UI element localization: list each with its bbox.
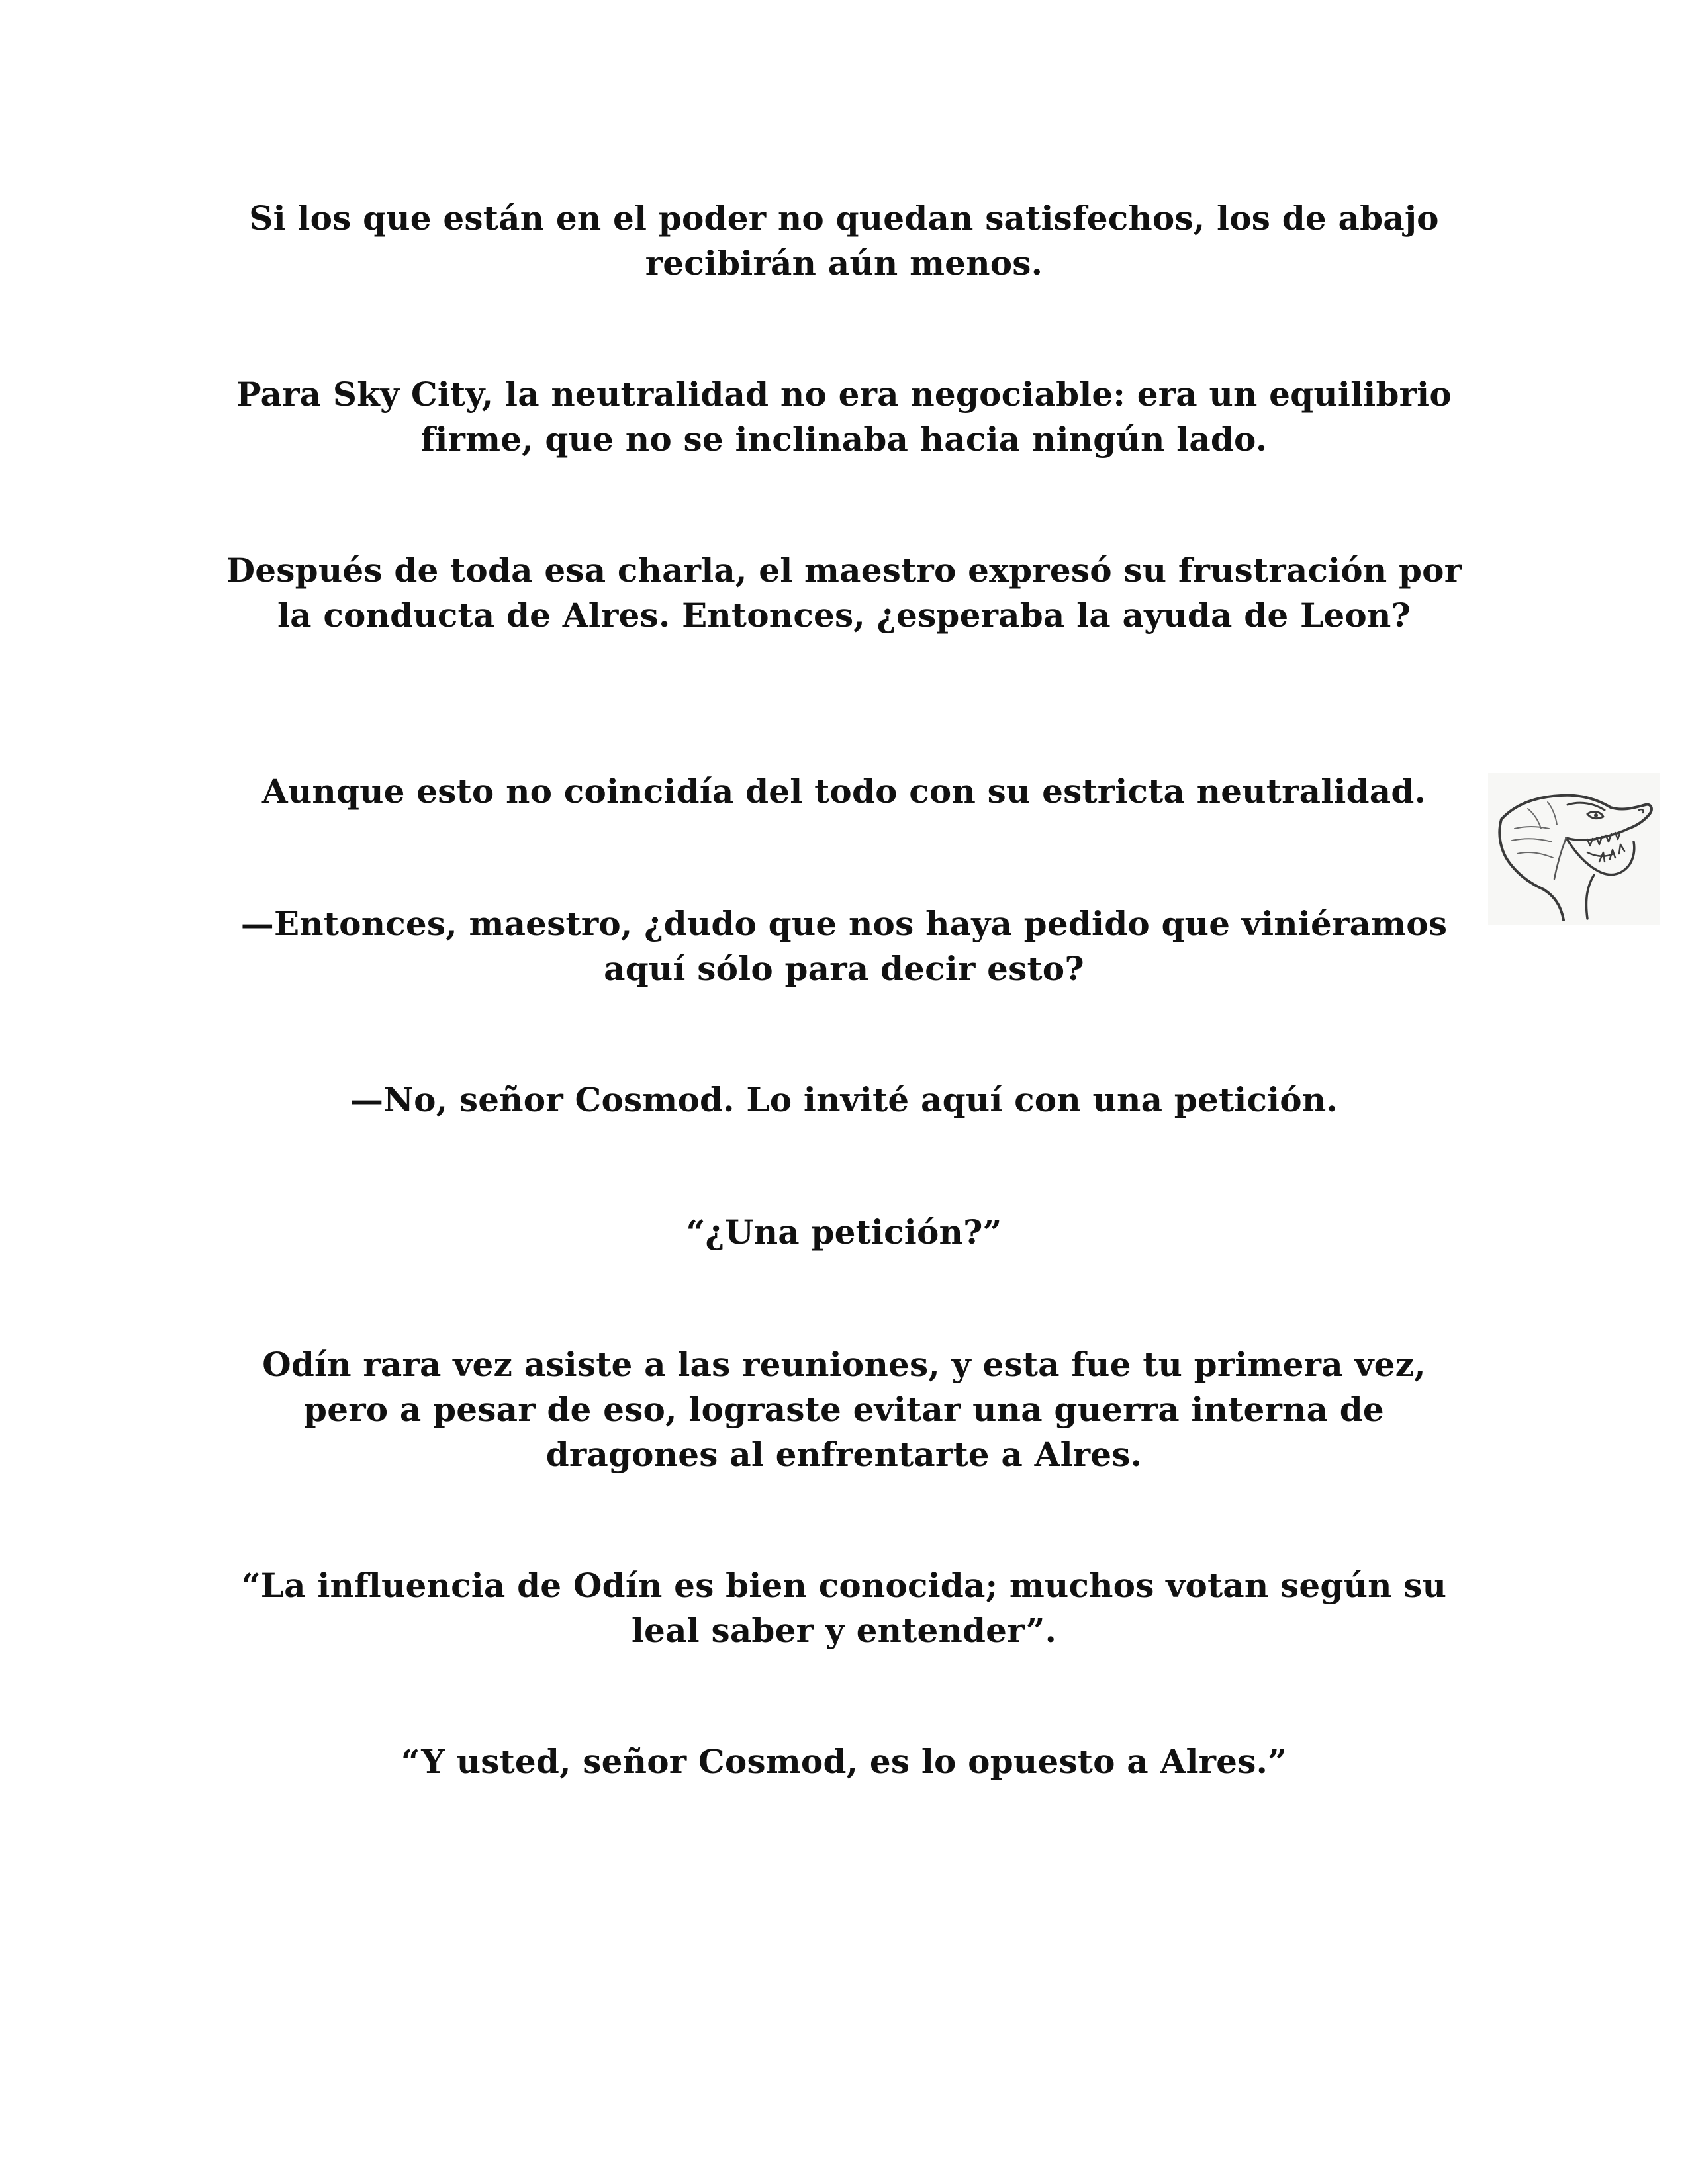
paragraph-10: “Y usted, señor Cosmod, es lo opuesto a Alres.” [400, 1742, 1288, 1781]
paragraph-6: —No, señor Cosmod. Lo invité aquí con una petición. [350, 1080, 1338, 1119]
paragraph-2: Para Sky City, la neutralidad no era negociable: era un equilibrio firme, que no se inclinaba hacia ningún lado. [236, 375, 1452, 459]
paragraph-7: “¿Una petición?” [686, 1212, 1002, 1251]
paragraph-4: Aunque esto no coincidía del todo con su estricta neutralidad. [261, 772, 1427, 811]
dragon-head-sketch-icon [1488, 773, 1660, 925]
paragraph-5: —Entonces, maestro, ¿dudo que nos haya pedido que viniéramos aquí sólo para decir esto? [240, 904, 1448, 988]
paragraph-3: Después de toda esa charla, el maestro expresó su frustración por la conducta de Alres. Entonces, ¿esperaba la ayuda de Leon? [226, 551, 1462, 635]
paragraph-9: “La influencia de Odín es bien conocida; muchos votan según su leal saber y entender”. [241, 1566, 1447, 1650]
paragraph-1: Si los que están en el poder no quedan satisfechos, los de abajo recibirán aún menos. [249, 199, 1439, 283]
paragraph-8: Odín rara vez asiste a las reuniones, y esta fue tu primera vez, pero a pesar de eso, lograste evitar una guerra interna de dragones al enfrentarte a Alres. [262, 1345, 1426, 1474]
